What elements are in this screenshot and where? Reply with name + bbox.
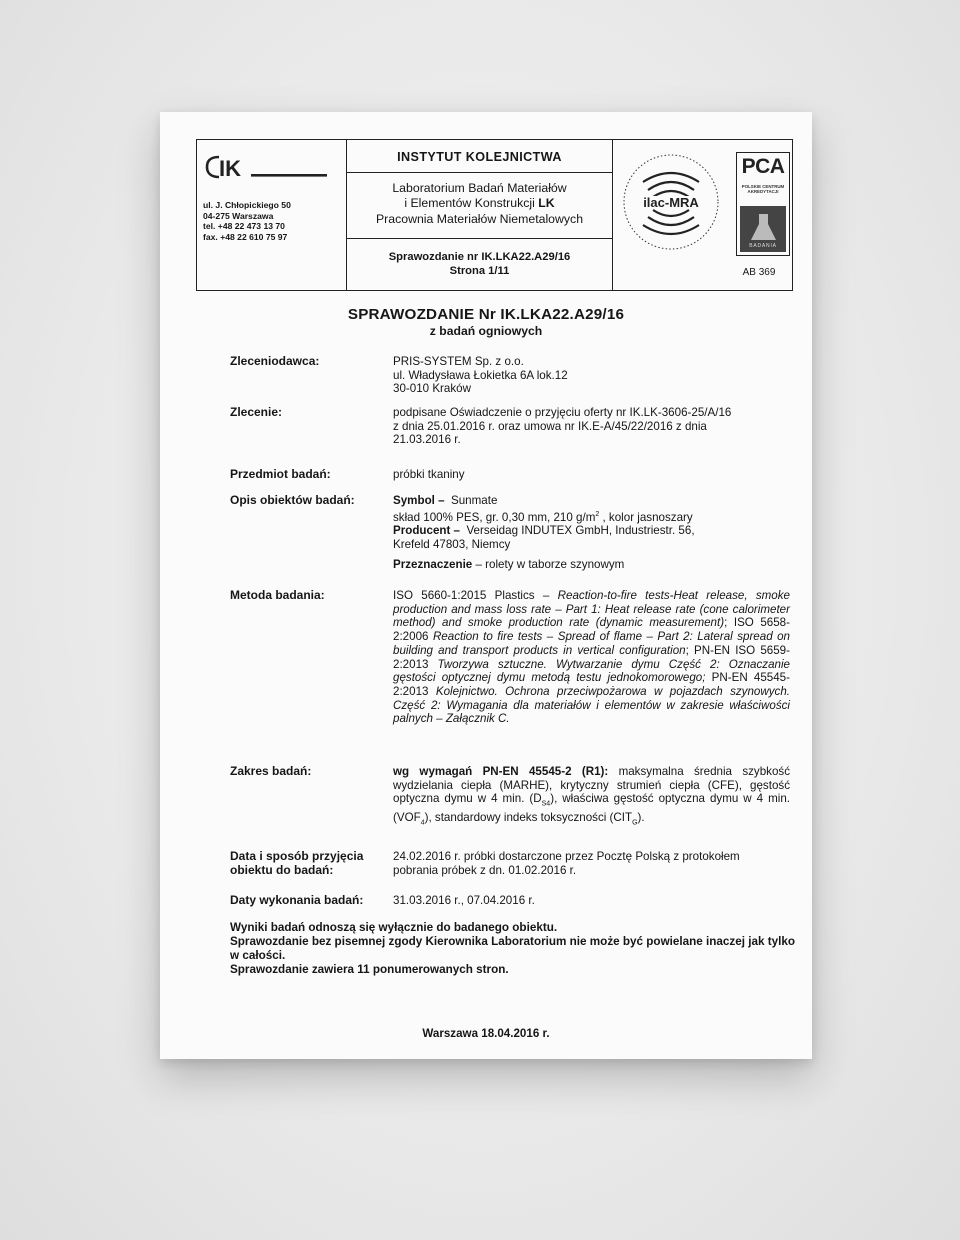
address-line: ul. J. Chłopickiego 50: [203, 200, 291, 210]
method-value: ISO 5660-1:2015 Plastics – Reaction-to-fire tests-Heat release, smoke production and mass loss rate – Part 1: Heat release rate (cone calorimeter method) and smoke production rate (dynamic measurement); ISO 5658-2:2006 Reaction to fire tests – Spread of flame – Part 2: Lateral spread on building and transport products in vertical configuration; PN-EN ISO 5659-2:2013 Tworzywa sztuczne. Wytwarzanie dymu Część 2: Oznaczanie gęstości optycznej dymu metodą testu jednokomorowego; PN-EN 45545-2:2013 Kolejnictwo. Ochrona przeciwpożarowa w pojazdach szynowych. Część 2: Wymagania dla materiałów i elementów w zakresie właściwości palnych – Załącznik C.: [393, 589, 791, 726]
note-line: Sprawozdanie zawiera 11 ponumerowanych stron.: [230, 963, 509, 976]
ilac-cell: [613, 140, 728, 290]
institute-name: INSTYTUT KOLEJNICTWA: [347, 140, 612, 173]
accreditation-number: AB 369: [742, 267, 776, 278]
receipt-label: Data i sposób przyjęcia obiektu do badań:: [230, 849, 364, 877]
receipt-value: 24.02.2016 r. próbki dostarczone przez Pocztę Polską z protokołem pobrania próbek z dn. 01.02.2016 r.: [393, 850, 740, 877]
objects-label: Opis obiektów badań:: [230, 493, 355, 507]
ik-logo: [205, 152, 329, 182]
note-line: Wyniki badań odnoszą się wyłącznie do badanego obiektu.: [230, 921, 558, 934]
scope-value: wg wymagań PN-EN 45545-2 (R1): maksymalna średnia szybkość wydzielania ciepła (MARHE), krytyczny strumień ciepła (CFE), gęstość optyczna dymu w 4 min. $(D_{S4})$, właściwa gęstość optyczna dymu w 4 min. $(VOF_4)$, standardowy indeks toksyczności $(CIT_G)$.: [393, 765, 790, 827]
scope-label: Zakres badań:: [230, 764, 312, 778]
address-line: 04-275 Warszawa: [203, 210, 274, 221]
phone-line: tel. +48 22 473 13 70: [203, 221, 285, 232]
institute-contact-cell: [197, 140, 347, 290]
lab-line: Laboratorium Badań Materiałów: [392, 181, 567, 195]
ilac-text: ilac-MRA: [643, 195, 699, 210]
page-number: Strona 1/11: [449, 265, 510, 277]
lab-line: i Elementów Konstrukcji LK: [404, 196, 555, 211]
subject-value: próbki tkaniny: [393, 468, 465, 481]
logo-text: IK: [219, 156, 241, 181]
institute-address: [203, 200, 291, 242]
ilac-mra-logo: [621, 152, 721, 252]
pca-testing-mark: [740, 206, 786, 252]
client-label: Zleceniodawca:: [230, 354, 320, 368]
note-line: Sprawozdanie bez pisemnej zgody Kierownika Laboratorium nie może być powielane inaczej jak tylko w całości.: [230, 935, 796, 962]
dates-label: Daty wykonania badań:: [230, 893, 364, 907]
laboratory-name: [347, 172, 612, 239]
report-notes: [230, 921, 802, 977]
pca-accreditation-logo: [736, 152, 790, 256]
dates-value: 31.03.2016 r., 07.04.2016 r.: [393, 894, 535, 907]
pca-cell: [728, 140, 792, 290]
report-header: [196, 139, 793, 291]
report-subtitle: z badań ogniowych: [429, 324, 543, 338]
pca-text: PCA: [741, 155, 785, 178]
subject-label: Przedmiot badań:: [230, 467, 331, 481]
pca-testing-label: BADANIA: [749, 243, 777, 249]
place-and-date: Warszawa 18.04.2016 r.: [422, 1027, 550, 1040]
pca-full-name: POLSKIE CENTRUM AKREDYTACJI: [741, 184, 785, 194]
header-report-number: Sprawozdanie nr IK.LKA22.A29/16: [388, 251, 571, 263]
order-value: podpisane Oświadczenie o przyjęciu oferty nr IK.LK-3606-25/A/16 z dnia 25.01.2016 r. oraz umowa nr IK.E-A/45/22/2016 z dnia 21.03.2016 r.: [393, 406, 732, 447]
lab-line: Pracownia Materiałów Niemetalowych: [375, 211, 584, 226]
institute-name-cell: [347, 140, 613, 290]
report-number-box: [347, 239, 612, 290]
objects-value: Symbol – Sunmate skład 100% PES, gr. 0,30 mm, 210 $g/m^2$ , kolor jasnoszary Producent – Verseidag INDUTEX GmbH, Industriestr. 56, Krefeld 47803, Niemcy Przeznaczenie – rolety w taborze szynowym: [393, 494, 695, 571]
client-value: PRIS-SYSTEM Sp. z o.o. ul. Władysława Łokietka 6A lok.12 30-010 Kraków: [393, 355, 568, 396]
order-label: Zlecenie:: [230, 405, 283, 419]
method-label: Metoda badania:: [230, 588, 325, 602]
report-page: [160, 112, 812, 1059]
fax-line: fax. +48 22 610 75 97: [203, 231, 288, 242]
report-title: SPRAWOZDANIE Nr IK.LKA22.A29/16: [347, 306, 625, 323]
